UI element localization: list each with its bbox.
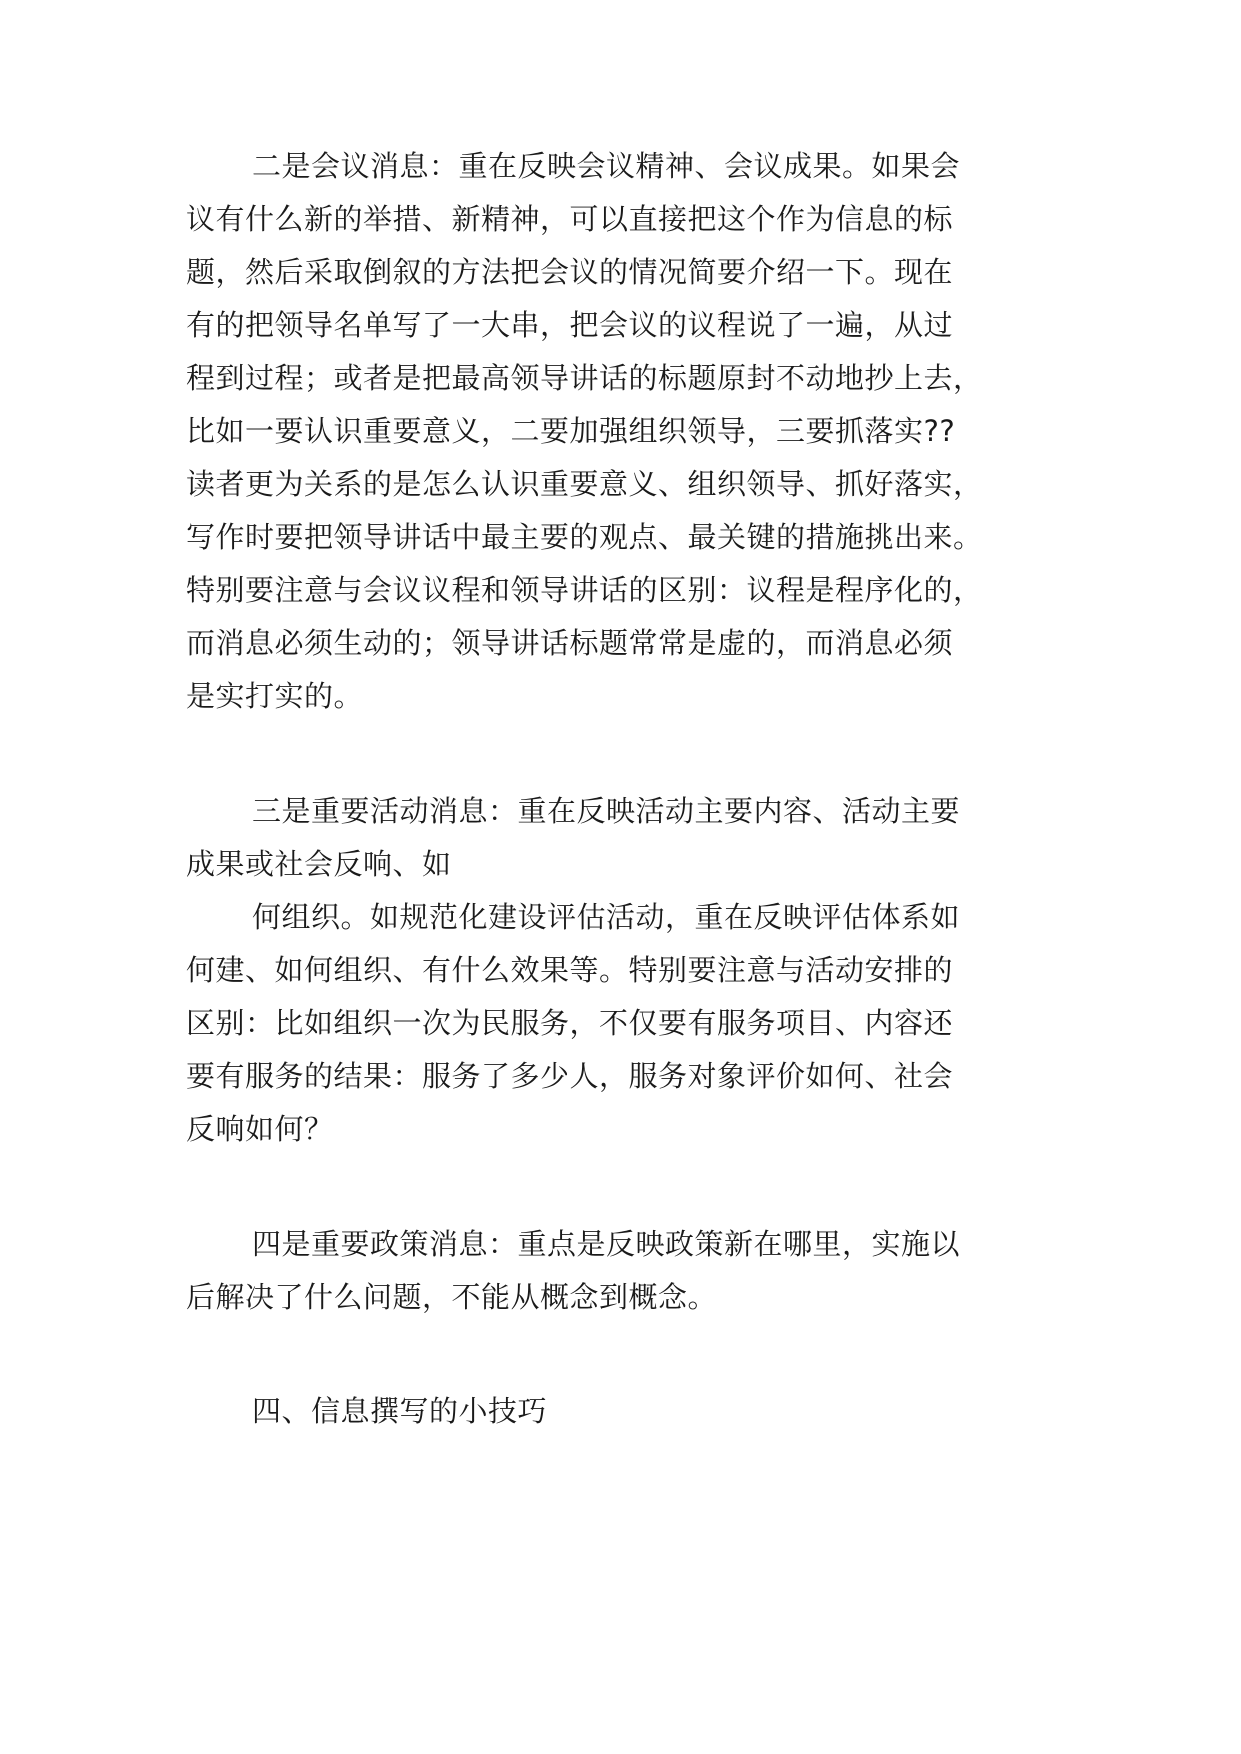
paragraph-line: 议有什么新的举措、新精神，可以直接把这个作为信息的标 xyxy=(186,202,954,236)
paragraph-line: 读者更为关系的是怎么认识重要意义、组织领导、抓好落实， xyxy=(186,467,983,501)
paragraph-line: 而消息必须生动的；领导讲话标题常常是虚的，而消息必须 xyxy=(186,626,954,660)
paragraph-line: 有的把领导名单写了一大串，把会议的议程说了一遍，从过 xyxy=(186,308,954,342)
paragraph-line: 比如一要认识重要意义，二要加强组织领导，三要抓落实?? xyxy=(186,414,956,448)
paragraph-line: 后解决了什么问题，不能从概念到概念。 xyxy=(186,1280,718,1314)
paragraph-line: 要有服务的结果：服务了多少人，服务对象评价如何、社会 xyxy=(186,1059,954,1093)
paragraph-line: 反响如何？ xyxy=(186,1112,334,1146)
paragraph-line: 程到过程；或者是把最高领导讲话的标题原封不动地抄上去， xyxy=(186,361,983,395)
paragraph-line: 成果或社会反响、如 xyxy=(186,847,452,881)
paragraph-line: 四是重要政策消息：重点是反映政策新在哪里，实施以 xyxy=(252,1227,961,1261)
paragraph-line: 题，然后采取倒叙的方法把会议的情况简要介绍一下。现在 xyxy=(186,255,954,289)
paragraph-line: 写作时要把领导讲话中最主要的观点、最关键的措施挑出来。 xyxy=(186,520,983,554)
paragraph-line: 二是会议消息：重在反映会议精神、会议成果。如果会 xyxy=(252,149,961,183)
paragraph-line: 特别要注意与会议议程和领导讲话的区别：议程是程序化的， xyxy=(186,573,983,607)
paragraph-line: 三是重要活动消息：重在反映活动主要内容、活动主要 xyxy=(252,794,961,828)
paragraph-line: 何建、如何组织、有什么效果等。特别要注意与活动安排的 xyxy=(186,953,954,987)
paragraph-line: 区别：比如组织一次为民服务，不仅要有服务项目、内容还 xyxy=(186,1006,954,1040)
section-heading: 四、信息撰写的小技巧 xyxy=(252,1394,548,1428)
paragraph-line: 是实打实的。 xyxy=(186,679,364,713)
paragraph-line: 何组织。如规范化建设评估活动，重在反映评估体系如 xyxy=(252,900,961,934)
